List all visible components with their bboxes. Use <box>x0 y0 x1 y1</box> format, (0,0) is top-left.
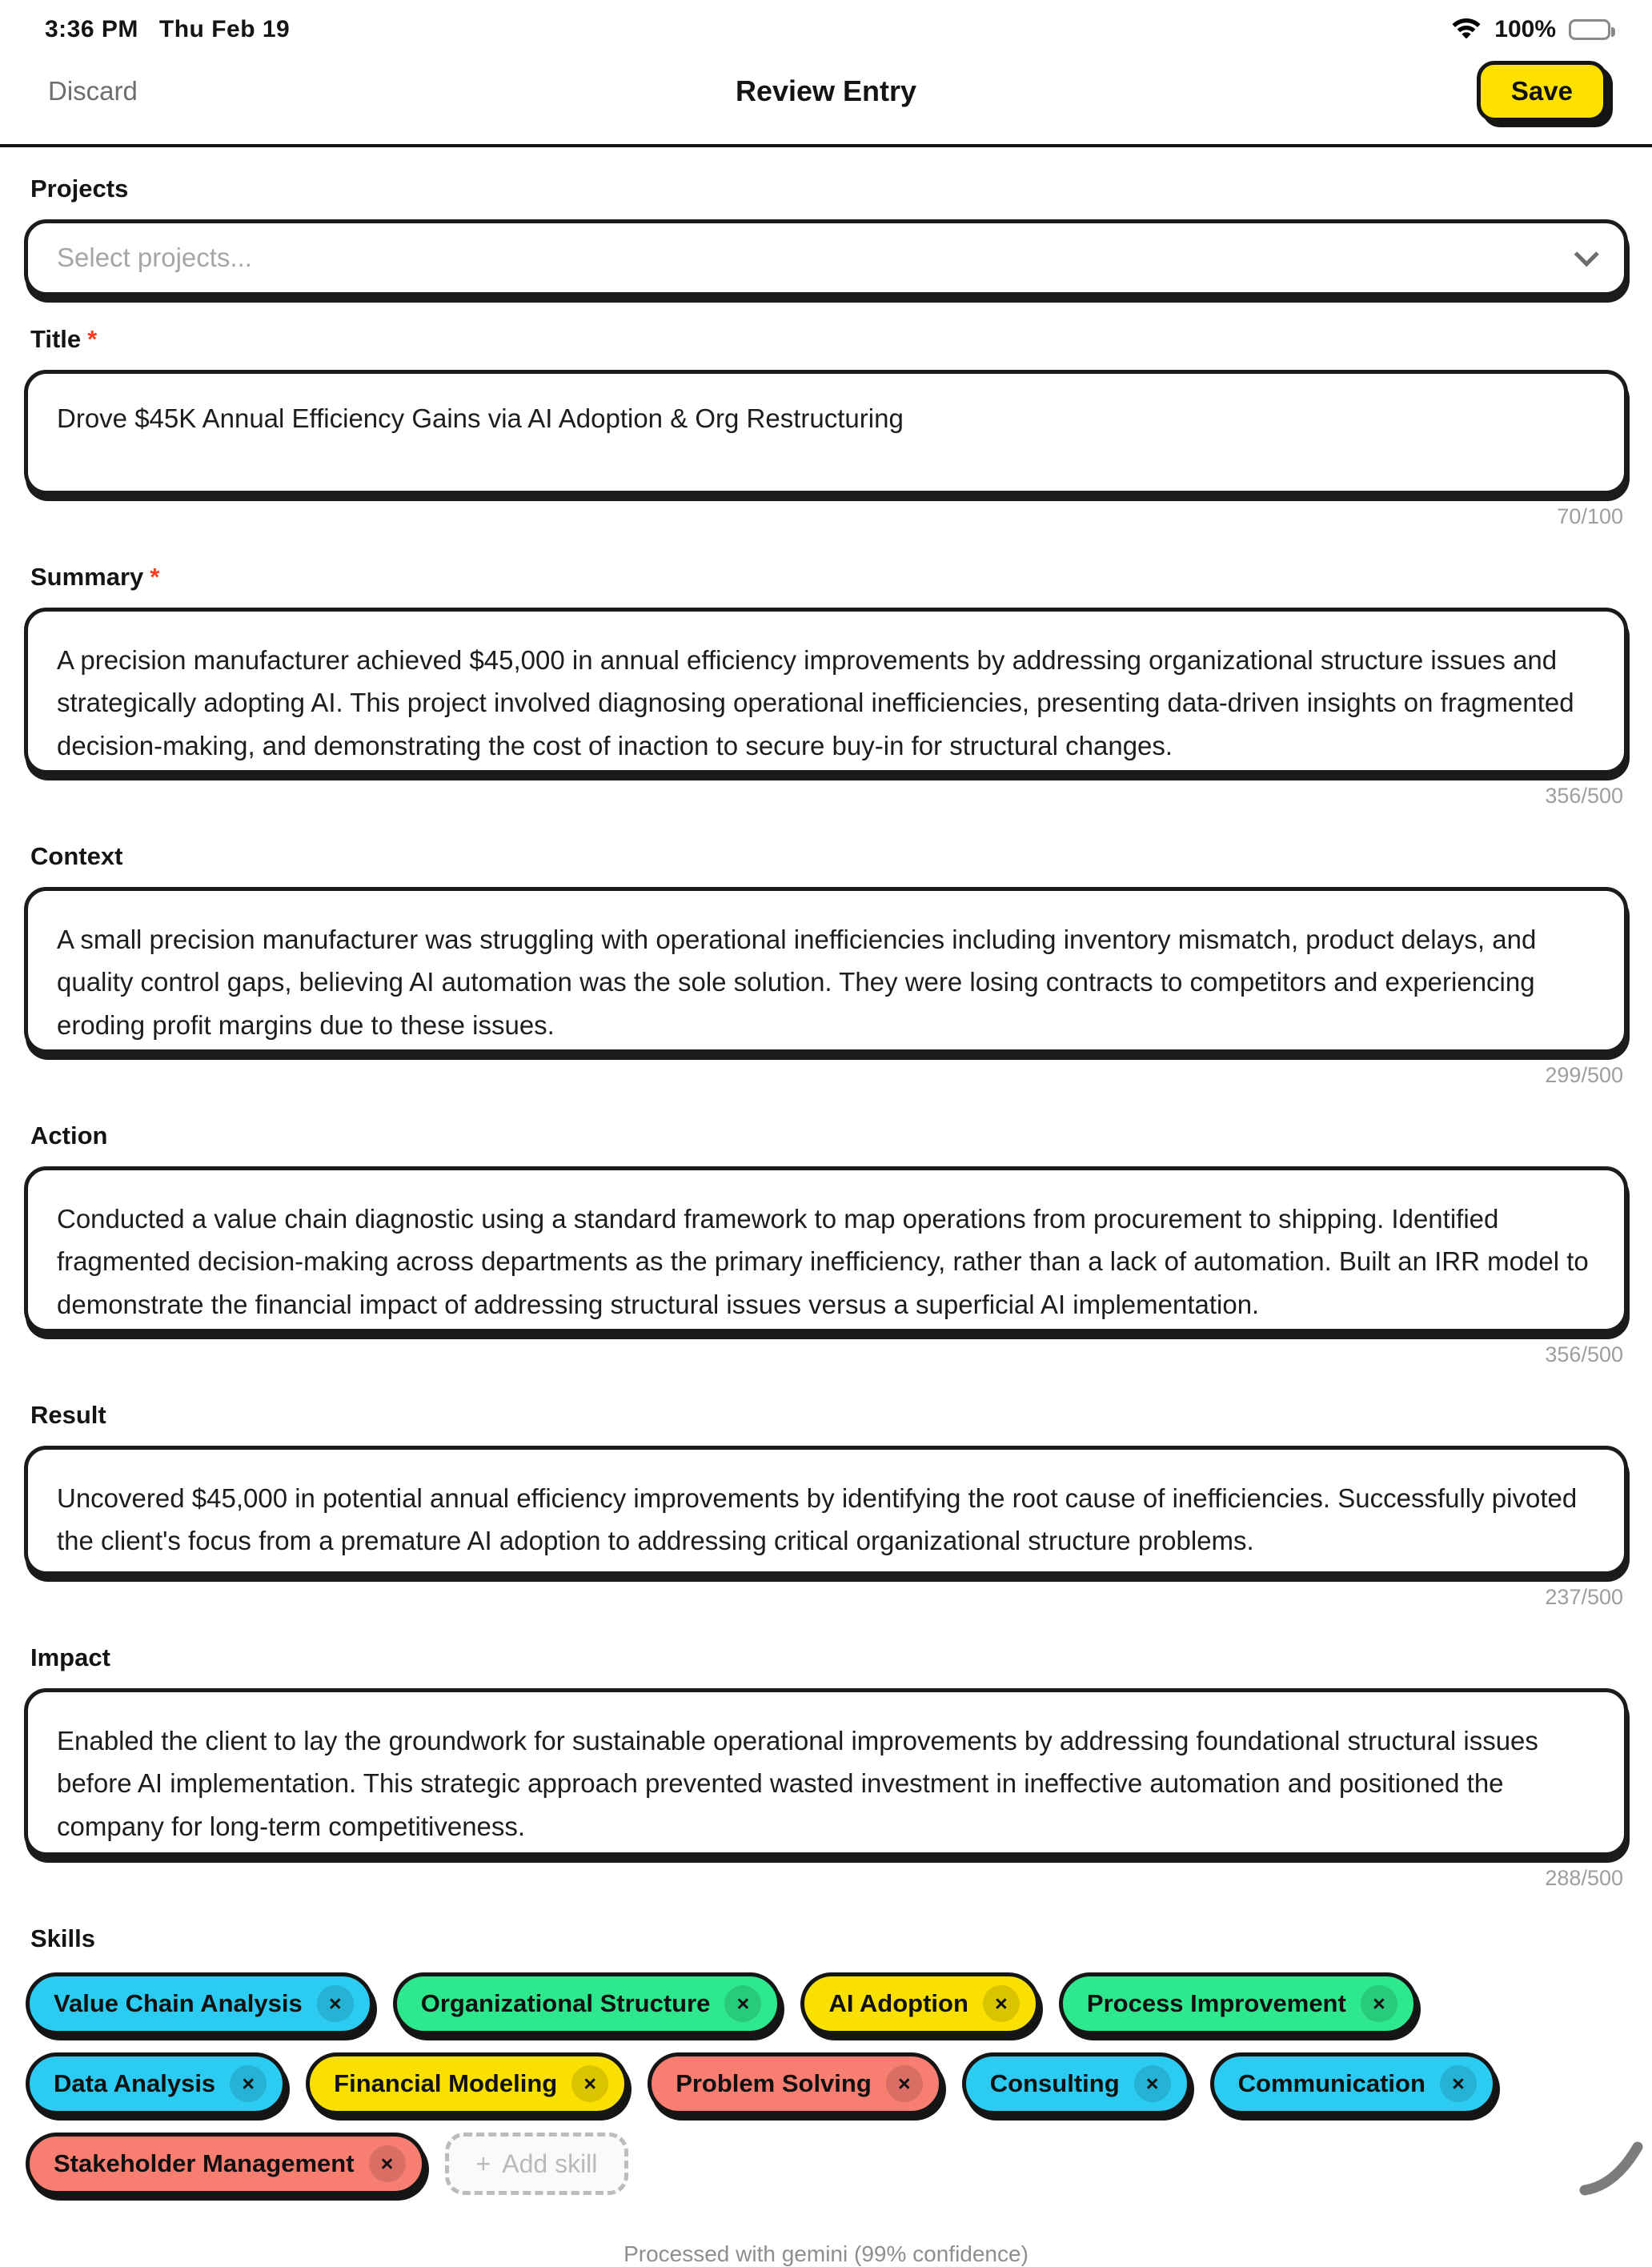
required-asterisk: * <box>87 325 98 353</box>
context-char-counter: 299/500 <box>1545 1063 1623 1087</box>
remove-skill-button[interactable]: × <box>1134 2065 1171 2102</box>
skill-chip <box>306 2052 628 2115</box>
skill-chip <box>962 2052 1191 2115</box>
summary-label: Summary * <box>30 563 160 591</box>
skill-chip <box>1210 2052 1497 2115</box>
skill-chip-label: Process Improvement <box>1086 1989 1346 2017</box>
plus-icon: + <box>475 2149 491 2178</box>
discard-button[interactable]: Discard <box>48 76 138 106</box>
status-time-date <box>45 16 290 43</box>
skill-chip-label: AI Adoption <box>828 1989 968 2017</box>
remove-skill-button[interactable]: × <box>724 1985 761 2022</box>
action-textarea[interactable] <box>24 1166 1628 1333</box>
remove-skill-button[interactable]: × <box>886 2065 923 2102</box>
chevron-down-icon <box>1574 242 1599 267</box>
add-skill-button[interactable]: + Add skill <box>445 2133 629 2195</box>
entry-form <box>0 147 1652 2267</box>
remove-skill-button[interactable]: × <box>1440 2065 1477 2102</box>
action-label: Action <box>30 1121 108 1150</box>
projects-select[interactable] <box>24 219 1628 296</box>
skill-chip-label: Data Analysis <box>54 2069 216 2097</box>
action-char-counter: 356/500 <box>1545 1342 1623 1366</box>
impact-textarea[interactable] <box>24 1688 1628 1856</box>
projects-placeholder: Select projects... <box>57 243 252 273</box>
pen-stroke-arc <box>1578 2131 1646 2198</box>
remove-skill-button[interactable]: × <box>1361 1985 1397 2022</box>
result-label: Result <box>30 1401 106 1429</box>
title-input[interactable] <box>24 370 1628 495</box>
result-char-counter: 237/500 <box>1545 1585 1623 1609</box>
result-textarea[interactable] <box>24 1446 1628 1575</box>
skill-chip-label: Stakeholder Management <box>54 2149 355 2177</box>
skill-chip <box>26 2052 287 2115</box>
skill-chip-label: Communication <box>1237 2069 1425 2097</box>
impact-label: Impact <box>30 1643 110 1671</box>
skill-chip <box>26 1972 374 2035</box>
battery-icon <box>1569 19 1610 40</box>
skill-chip-label: Value Chain Analysis <box>54 1989 303 2017</box>
skill-chip-label: Organizational Structure <box>420 1989 711 2017</box>
save-button[interactable]: Save <box>1477 61 1607 122</box>
required-asterisk: * <box>150 563 160 591</box>
navigation-bar <box>0 46 1652 144</box>
date-text: Thu Feb 19 <box>158 16 291 42</box>
skill-chip-label: Financial Modeling <box>334 2069 558 2097</box>
title-char-counter: 70/100 <box>1557 504 1623 528</box>
remove-skill-button[interactable]: × <box>369 2145 406 2182</box>
remove-skill-button[interactable]: × <box>571 2065 608 2102</box>
summary-textarea[interactable] <box>24 608 1628 774</box>
summary-char-counter: 356/500 <box>1545 784 1623 808</box>
skill-chip <box>393 1972 782 2035</box>
skill-chip-label: Consulting <box>989 2069 1120 2097</box>
skill-chip <box>1059 1972 1417 2035</box>
remove-skill-button[interactable]: × <box>230 2065 267 2102</box>
remove-skill-button[interactable]: × <box>317 1985 354 2022</box>
projects-label: Projects <box>30 175 129 203</box>
skill-chip-label: Problem Solving <box>676 2069 872 2097</box>
skill-chip <box>800 1972 1039 2035</box>
skill-chip <box>26 2133 426 2195</box>
impact-char-counter: 288/500 <box>1545 1866 1623 1890</box>
status-bar <box>0 0 1652 46</box>
remove-skill-button[interactable]: × <box>983 1985 1020 2022</box>
skills-chip-list <box>24 1969 1628 2195</box>
battery-percent-text: 100% <box>1494 16 1556 42</box>
clock-text: 3:36 PM <box>45 16 138 42</box>
context-label: Context <box>30 842 123 870</box>
skill-chip <box>648 2052 943 2115</box>
page-title: Review Entry <box>735 74 917 107</box>
wifi-icon <box>1451 18 1482 41</box>
processing-note: Processed with gemini (99% confidence) <box>624 2241 1028 2266</box>
context-textarea[interactable] <box>24 887 1628 1053</box>
skills-label: Skills <box>30 1924 95 1952</box>
title-label: Title * <box>30 325 98 353</box>
